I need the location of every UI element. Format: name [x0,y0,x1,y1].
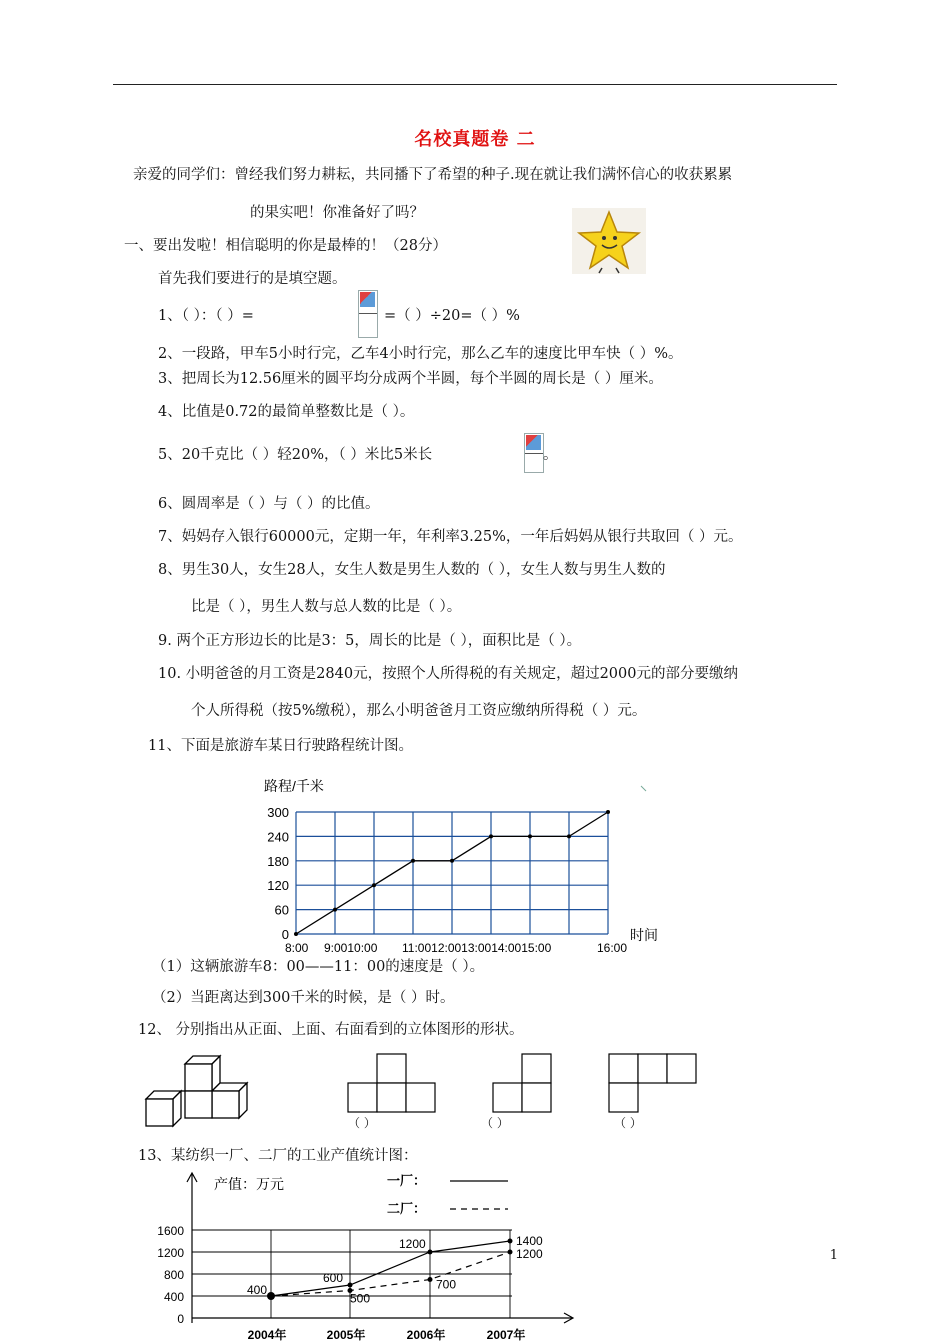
chart1-point-4 [450,859,454,863]
chart2-factory-1-label-3: 1400 [516,1234,543,1248]
question-3: 3、把周长为12.56厘米的圆平均分成两个半圆，每个半圆的周长是（ ）厘米。 [158,371,663,387]
section-subheading: 首先我们要进行的是填空题。 [158,271,347,287]
question-1-right: =（ ）÷20=（ ）% [384,308,520,324]
chart2-factory-2-label-1: 500 [350,1291,371,1306]
chart1-point-3 [411,859,415,863]
chart1-x-tick-0: 8:00 [285,941,309,955]
chart2-y-tick-3: 1200 [157,1246,184,1260]
stray-mark [641,786,646,791]
section-heading: 一、要出发啦！相信聪明的你是最棒的！（28分） [124,238,447,254]
question-2: 2、一段路，甲车5小时行完，乙车4小时行完，那么乙车的速度比甲车快（ ）%。 [158,346,683,362]
chart1-y-tick-3: 180 [267,853,289,869]
fraction-image-icon [524,433,544,473]
chart1-x-tick-3: 16:00 [597,941,628,955]
chart2-y-tick-2: 800 [163,1268,184,1282]
chart1-point-8 [606,810,610,814]
question-10-line-2: 个人所得税（按5%缴税），那么小明爸爸月工资应缴纳所得税（ ）元。 [191,703,647,719]
chart1-x-axis-label: 时间 [630,927,658,943]
chart1-y-axis-label: 路程/千米 [264,778,324,794]
chart2-factory-1-label-1: 600 [323,1271,344,1285]
distance-line-chart [250,772,680,958]
chart1-point-6 [528,834,532,838]
chart1-point-2 [372,883,376,887]
chart1-point-0 [294,932,298,936]
chart1-point-7 [567,834,571,838]
question-5-left: 5、20千克比（ ）轻20%，（ ）米比5米长 [158,447,433,463]
question-1-left: 1、（ ）：（ ）= [158,308,254,324]
chart2-factory-2-point-0 [269,1294,274,1299]
header-rule [113,84,837,85]
chart2-series-factory-1 [271,1241,510,1296]
question-11: 11、下面是旅游车某日行驶路程统计图。 [148,738,413,754]
chart1-x-tick-2: 11:0012:0013:0014:0015:00 [402,941,552,955]
chart2-factory-2-label-2: 700 [436,1277,457,1292]
chart2-y-tick-4: 1600 [157,1224,184,1238]
legend-factory-1-label: 一厂： [387,1173,427,1188]
intro-line-1: 亲爱的同学们：曾经我们努力耕耘，共同播下了希望的种子.现在就让我们满怀信心的收获累累 [133,167,733,183]
page-number: 1 [829,1248,838,1263]
page-title: 名校真题卷 二 [414,129,536,150]
view-2-answer-blank[interactable]: （ ） [481,1116,509,1130]
chart1-y-tick-0: 0 [281,927,289,942]
question-11-sub-1: （1）这辆旅游车8：00——11：00的速度是（ ）。 [152,959,485,975]
chart2-factory-1-point-2 [428,1250,433,1255]
view-3-answer-blank[interactable]: （ ） [614,1116,642,1130]
chart2-y-tick-1: 400 [163,1290,184,1304]
chart2-factory-1-point-1 [348,1283,353,1288]
legend-factory-2-label: 二厂： [387,1201,427,1216]
question-12: 12、 分别指出从正面、上面、右面看到的立体图形的形状。 [138,1022,524,1038]
chart2-y-axis-label: 产值：万元 [214,1176,284,1192]
view-shape-2 [491,1052,553,1114]
view-1-answer-blank[interactable]: （ ） [348,1116,376,1130]
question-11-sub-2: （2）当距离达到300千米的时候，是（ ）时。 [152,990,455,1006]
question-13: 13、某纺织一厂、二厂的工业产值统计图： [138,1148,418,1164]
chart2-factory-2-point-3 [508,1250,513,1255]
star-mascot-icon [572,208,646,274]
chart2-x-tick-1: 2005年 [326,1328,366,1342]
factory-output-chart [150,1168,590,1344]
chart1-point-5 [489,834,493,838]
chart1-y-tick-4: 240 [267,829,289,845]
question-7: 7、妈妈存入银行60000元，定期一年，年利率3.25%，一年后妈妈从银行共取回（ ）元。 [158,529,743,545]
view-shape-3 [607,1052,699,1114]
view-shape-1 [346,1052,438,1114]
question-10-line-1: 10. 小明爸爸的月工资是2840元，按照个人所得税的有关规定，超过2000元的部分要缴纳 [158,666,738,682]
chart1-y-tick-1: 60 [274,902,289,918]
question-4: 4、比值是0.72的最简单整数比是（ ）。 [158,404,415,420]
chart2-x-tick-0: 2004年 [247,1328,287,1342]
question-8-line-1: 8、男生30人，女生28人，女生人数是男生人数的（ ），女生人数与男生人数的 [158,562,666,578]
chart1-y-tick-5: 300 [267,805,289,820]
chart2-factory-2-point-2 [428,1277,433,1282]
intro-line-2: 的果实吧！你准备好了吗？ [250,205,424,221]
chart1-y-tick-2: 120 [267,878,289,894]
question-9: 9. 两个正方形边长的比是3：5，周长的比是（ ），面积比是（ ）。 [158,633,582,649]
cube-stack-figure [140,1050,260,1132]
chart1-point-1 [333,908,337,912]
chart2-x-tick-2: 2006年 [406,1328,446,1342]
fraction-image-icon [358,290,378,338]
chart2-factory-2-label-3: 1200 [516,1247,543,1261]
chart2-x-tick-3: 2007年 [486,1328,526,1342]
chart2-factory-1-label-2: 1200 [399,1237,426,1251]
question-8-line-2: 比是（ ），男生人数与总人数的比是（ ）。 [191,599,462,615]
chart2-y-tick-0: 0 [177,1312,184,1326]
chart2-factory-1-label-0: 400 [247,1283,268,1297]
question-6: 6、圆周率是（ ）与（ ）的比值。 [158,496,380,512]
chart1-x-tick-1: 9:0010:00 [324,941,378,955]
chart2-factory-1-point-3 [508,1239,513,1244]
question-5-right: 。 [543,447,558,463]
